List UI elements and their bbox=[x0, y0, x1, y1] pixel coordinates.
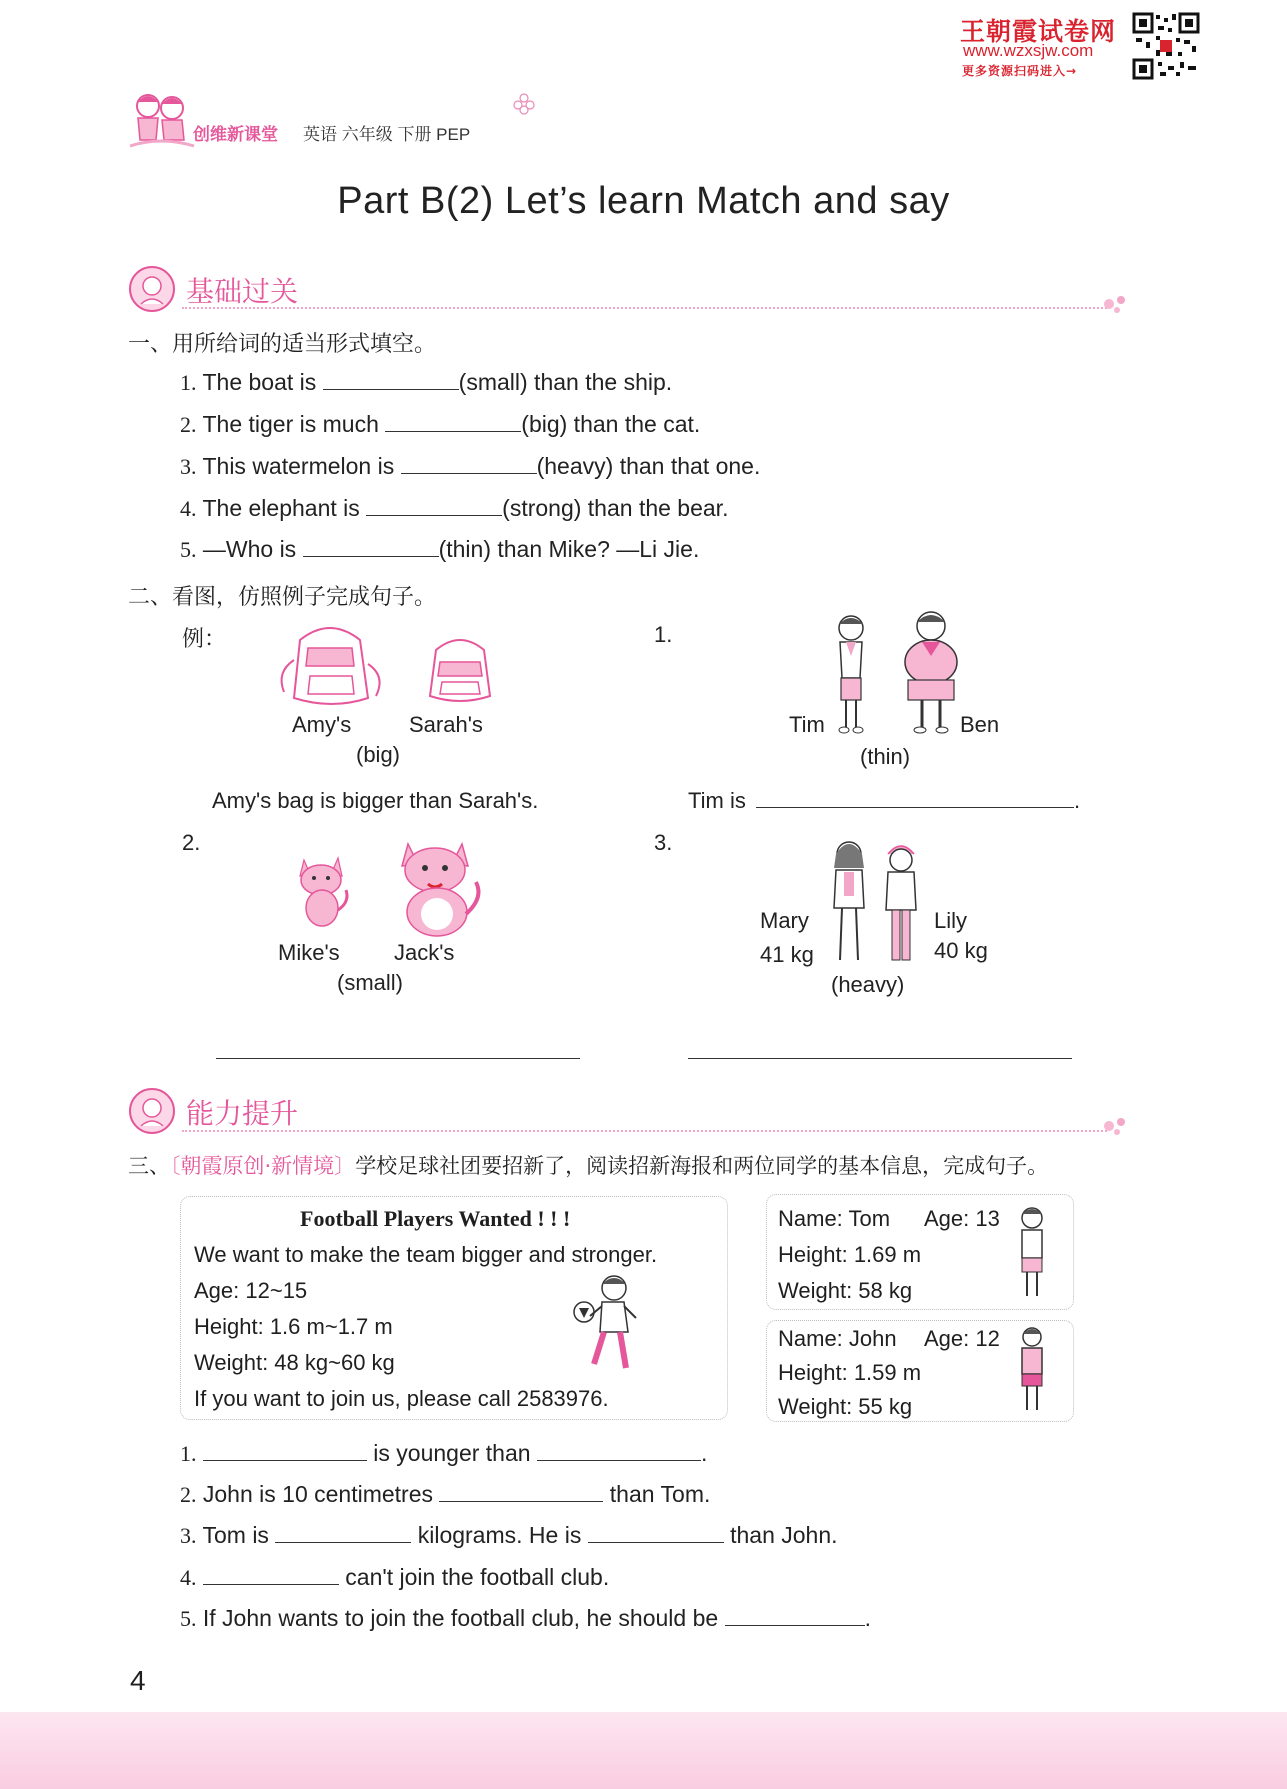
q1-item-1-pre: The boat is bbox=[202, 369, 317, 395]
q3-item-3 bbox=[180, 1522, 838, 1549]
q3-item-3-text-b: kilograms. He is bbox=[417, 1522, 582, 1548]
q1-item-4-pre: The elephant is bbox=[202, 495, 360, 521]
poster-line-1: We want to make the team bigger and stronger. bbox=[194, 1242, 658, 1267]
q3-heading-tag: 〔朝霞原创·新情境〕 bbox=[170, 1154, 356, 1178]
q2-item-2-num: 2. bbox=[182, 830, 201, 855]
q2-item-1-left-label: Tim bbox=[789, 712, 825, 737]
q1-item-5-blank[interactable] bbox=[303, 556, 439, 557]
q2-item-2-blank[interactable] bbox=[216, 1058, 580, 1059]
girl-lily-icon bbox=[878, 840, 924, 968]
q1-item-2-pre: The tiger is much bbox=[202, 411, 379, 437]
q3-item-1-blank-b[interactable] bbox=[537, 1460, 701, 1461]
q3-item-5-blank[interactable] bbox=[725, 1625, 865, 1626]
john-name: Name: John bbox=[778, 1326, 897, 1351]
poster-title: Football Players Wanted ! ! ! bbox=[300, 1206, 571, 1231]
q3-item-2 bbox=[180, 1481, 710, 1508]
q1-item-2-blank[interactable] bbox=[385, 431, 521, 432]
q3-item-4-blank[interactable] bbox=[203, 1584, 339, 1585]
q2-item-1-adjective: (thin) bbox=[860, 744, 911, 769]
header-brand: 创维新课堂 bbox=[193, 125, 278, 145]
q1-item-5-post: (thin) than Mike? —Li Jie. bbox=[438, 536, 700, 562]
q3-item-3-blank-b[interactable] bbox=[588, 1542, 724, 1543]
q2-item-3-right-name: Lily bbox=[934, 908, 968, 933]
q1-item-3 bbox=[180, 453, 760, 480]
example-label: 例： bbox=[182, 626, 227, 651]
q3-item-3-num: 3. bbox=[180, 1523, 197, 1548]
q2-item-2-left-label: Mike's bbox=[278, 940, 340, 965]
example-left-label: Amy's bbox=[292, 712, 352, 737]
q3-item-5-num: 5. bbox=[180, 1606, 197, 1631]
q1-item-3-pre: This watermelon is bbox=[202, 453, 395, 479]
poster-line-3: Height: 1.6 m~1.7 m bbox=[194, 1314, 393, 1339]
q3-item-4 bbox=[180, 1564, 609, 1591]
q1-item-5-pre: —Who is bbox=[202, 536, 297, 562]
q1-item-1-num: 1. bbox=[180, 370, 197, 395]
q1-item-5-num: 5. bbox=[180, 537, 197, 562]
page-title: Part B(2) Let’s learn Match and say bbox=[337, 180, 950, 222]
watermark-more: 更多资源扫码进入→ bbox=[962, 64, 1078, 78]
q1-item-2 bbox=[180, 411, 700, 438]
q2-item-1-right-label: Ben bbox=[960, 712, 1000, 737]
q3-item-3-blank-a[interactable] bbox=[275, 1542, 411, 1543]
poster-line-4: Weight: 48 kg~60 kg bbox=[194, 1350, 395, 1375]
q1-item-1 bbox=[180, 369, 672, 396]
section-badge-icon bbox=[127, 264, 177, 314]
question-2-heading: 二、看图，仿照例子完成句子。 bbox=[128, 585, 437, 610]
q2-item-1-prefix: Tim is bbox=[688, 788, 746, 813]
example-adjective: (big) bbox=[356, 742, 401, 767]
tom-height: Height: 1.69 m bbox=[778, 1242, 922, 1267]
poster-line-2: Age: 12~15 bbox=[194, 1278, 308, 1303]
q1-item-3-post: (heavy) than that one. bbox=[536, 453, 761, 479]
tom-weight: Weight: 58 kg bbox=[778, 1278, 913, 1303]
section-badge-2-icon bbox=[127, 1086, 177, 1136]
john-figure-icon bbox=[1014, 1326, 1050, 1416]
big-backpack-icon bbox=[272, 620, 392, 710]
watermark-url[interactable]: www.wzxsjw.com bbox=[963, 41, 1094, 60]
q3-item-3-text-c: than John. bbox=[730, 1522, 838, 1548]
tom-figure-icon bbox=[1012, 1206, 1052, 1302]
poster-line-5: If you want to join us, please call 2583976. bbox=[194, 1386, 609, 1411]
q1-item-2-post: (big) than the cat. bbox=[521, 411, 701, 437]
q1-item-1-post: (small) than the ship. bbox=[458, 369, 673, 395]
q2-item-1-num: 1. bbox=[654, 622, 673, 647]
header-book-info: 英语 六年级 下册 PEP bbox=[303, 125, 471, 144]
page-number: 4 bbox=[130, 1665, 146, 1696]
q2-item-3-adjective: (heavy) bbox=[831, 972, 905, 997]
q2-item-1-sentence bbox=[688, 788, 1080, 814]
big-cat-icon bbox=[392, 838, 486, 938]
john-age: Age: 12 bbox=[924, 1326, 1000, 1351]
q3-item-4-text: can't join the football club. bbox=[345, 1564, 610, 1590]
q2-item-1-end: . bbox=[1073, 788, 1081, 813]
q2-item-3-left-name: Mary bbox=[760, 908, 809, 933]
q3-item-4-num: 4. bbox=[180, 1565, 197, 1590]
footer-band bbox=[0, 1712, 1287, 1789]
big-boy-icon bbox=[898, 608, 964, 736]
q2-item-3-right-weight: 40 kg bbox=[934, 938, 988, 963]
q3-item-5-end: . bbox=[864, 1605, 871, 1631]
tom-age: Age: 13 bbox=[924, 1206, 1000, 1231]
question-3-heading bbox=[128, 1150, 1048, 1180]
q1-item-4-blank[interactable] bbox=[366, 515, 502, 516]
q3-item-5-text: If John wants to join the football club, he should be bbox=[202, 1605, 719, 1631]
q2-item-2-right-label: Jack's bbox=[394, 940, 455, 965]
q3-item-1-blank-a[interactable] bbox=[203, 1460, 367, 1461]
q3-item-2-text-a: John is 10 centimetres bbox=[202, 1481, 434, 1507]
q3-heading-num: 三、 bbox=[128, 1154, 170, 1178]
small-cat-icon bbox=[292, 850, 352, 932]
q3-item-3-text-a: Tom is bbox=[202, 1522, 269, 1548]
q3-item-1-text: is younger than bbox=[373, 1440, 531, 1466]
small-backpack-icon bbox=[420, 632, 500, 706]
q3-heading-text: 学校足球社团要招新了，阅读招新海报和两位同学的基本信息，完成句子。 bbox=[355, 1154, 1049, 1178]
example-sentence: Amy's bag is bigger than Sarah's. bbox=[212, 788, 539, 813]
q1-item-4-post: (strong) than the bear. bbox=[502, 495, 729, 521]
tom-name: Name: Tom bbox=[778, 1206, 891, 1231]
section-title-basic: 基础过关 bbox=[186, 275, 299, 308]
q2-item-3-left-weight: 41 kg bbox=[760, 942, 814, 967]
flower-icon bbox=[512, 92, 536, 116]
q3-item-1-num: 1. bbox=[180, 1441, 197, 1466]
q3-item-2-text-b: than Tom. bbox=[609, 1481, 711, 1507]
q1-item-1-blank[interactable] bbox=[323, 389, 459, 390]
q2-item-2-adjective: (small) bbox=[337, 970, 403, 995]
q3-item-5 bbox=[180, 1605, 871, 1632]
dots-decoration-icon bbox=[1103, 292, 1133, 314]
john-weight: Weight: 55 kg bbox=[778, 1394, 913, 1419]
dots-decoration-2-icon bbox=[1103, 1114, 1133, 1136]
q3-item-2-blank[interactable] bbox=[439, 1501, 603, 1502]
q1-item-4-num: 4. bbox=[180, 496, 197, 521]
q1-item-5 bbox=[180, 536, 699, 563]
q3-item-1-end: . bbox=[700, 1440, 708, 1466]
kids-mascot-icon bbox=[126, 88, 196, 154]
q2-item-3-blank[interactable] bbox=[688, 1058, 1072, 1059]
q3-item-2-num: 2. bbox=[180, 1482, 197, 1507]
q1-item-3-num: 3. bbox=[180, 454, 197, 479]
q3-item-1 bbox=[180, 1440, 707, 1467]
thin-boy-icon bbox=[826, 612, 876, 736]
example-right-label: Sarah's bbox=[409, 712, 483, 737]
football-player-icon bbox=[570, 1272, 644, 1376]
q1-item-4 bbox=[180, 495, 728, 522]
q1-item-2-num: 2. bbox=[180, 412, 197, 437]
john-height: Height: 1.59 m bbox=[778, 1360, 922, 1385]
question-1-heading: 一、用所给词的适当形式填空。 bbox=[128, 332, 437, 357]
section-divider-2 bbox=[182, 1130, 1107, 1132]
qr-code-icon[interactable] bbox=[1132, 12, 1200, 80]
watermark-title: 王朝霞试卷网 bbox=[960, 17, 1117, 46]
section-title-advanced: 能力提升 bbox=[186, 1097, 299, 1130]
girl-mary-icon bbox=[826, 838, 872, 968]
q2-item-1-blank[interactable] bbox=[756, 807, 1074, 808]
q2-item-3-num: 3. bbox=[654, 830, 673, 855]
section-divider bbox=[182, 307, 1107, 309]
q1-item-3-blank[interactable] bbox=[401, 473, 537, 474]
